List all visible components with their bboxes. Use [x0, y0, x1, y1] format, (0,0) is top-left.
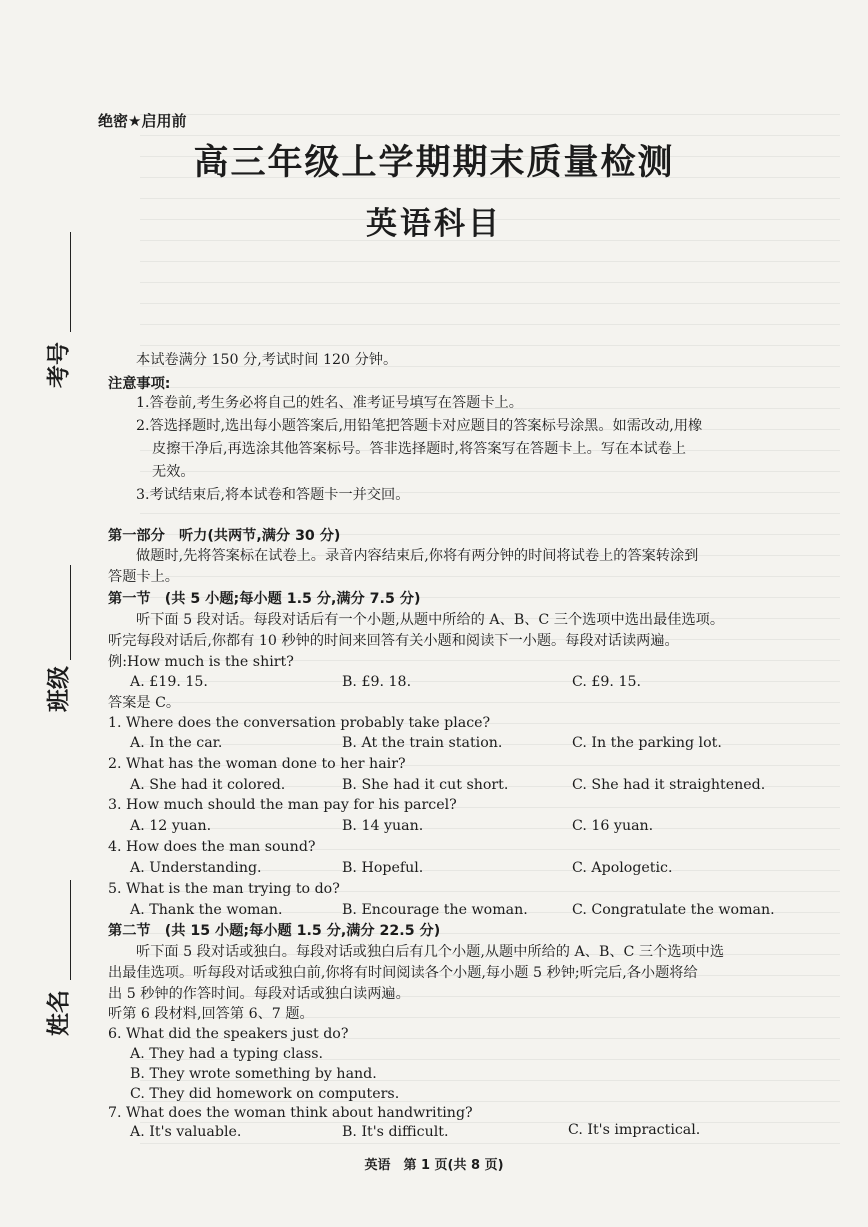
section1-instructions: 听下面 5 段对话。每段对话后有一个小题,从题中所给的 A、B、C 三个选项中选出最佳选项。	[136, 612, 725, 628]
q1-option-c: C. In the parking lot.	[572, 735, 722, 751]
note-2-cont: 皮擦干净后,再选涂其他答案标号。答非选择题时,将答案写在答题卡上。写在本试卷上	[152, 441, 686, 457]
side-label-exam-number: 考号	[46, 342, 72, 388]
q2-option-c: C. She had it straightened.	[572, 777, 766, 793]
question-5: 5. What is the man trying to do?	[108, 881, 340, 897]
q4-option-b: B. Hopeful.	[342, 860, 424, 876]
q5-option-b: B. Encourage the woman.	[342, 902, 528, 918]
section2-instructions: 听下面 5 段对话或独白。每段对话或独白后有几个小题,从题中所给的 A、B、C 三个选项中选	[136, 944, 725, 960]
question-7: 7. What does the woman think about handwriting?	[108, 1105, 473, 1121]
q3-option-c: C. 16 yuan.	[572, 818, 654, 834]
notes-heading: 注意事项:	[108, 376, 171, 392]
q5-option-c: C. Congratulate the woman.	[572, 902, 775, 918]
question-6: 6. What did the speakers just do?	[108, 1026, 349, 1042]
name-line	[70, 880, 71, 980]
example-answer: 答案是 C。	[108, 695, 181, 711]
part1-instructions-cont: 答题卡上。	[108, 569, 179, 585]
side-label-name: 姓名	[46, 990, 72, 1036]
material-6: 听第 6 段材料,回答第 6、7 题。	[108, 1006, 314, 1022]
q4-option-a: A. Understanding.	[130, 860, 262, 876]
section2-instructions-cont: 出最佳选项。听每段对话或独白前,你将有时间阅读各个小题,每小题 5 秒钟;听完后,各小题将给	[108, 965, 698, 981]
note-2-end: 无效。	[152, 464, 195, 480]
section1-instructions-cont: 听完每段对话后,你都有 10 秒钟的时间来回答有关小题和阅读下一小题。每段对话读两遍。	[108, 633, 679, 649]
q7-option-a: A. It's valuable.	[130, 1124, 242, 1140]
page-subtitle: 英语科目	[366, 206, 502, 242]
section2-heading: 第二节 (共 15 小题;每小题 1.5 分,满分 22.5 分)	[108, 923, 441, 939]
q7-option-c: C. It's impractical.	[568, 1122, 701, 1138]
part1-instructions: 做题时,先将答案标在试卷上。录音内容结束后,你将有两分钟的时间将试卷上的答案转涂到	[136, 548, 699, 564]
q3-option-a: A. 12 yuan.	[130, 818, 212, 834]
q4-option-c: C. Apologetic.	[572, 860, 673, 876]
note-2: 2.答选择题时,选出每小题答案后,用铅笔把答题卡对应题目的答案标号涂黑。如需改动,用橡	[136, 418, 703, 434]
side-label-class: 班级	[46, 666, 72, 712]
q1-option-a: A. In the car.	[130, 735, 223, 751]
question-2: 2. What has the woman done to her hair?	[108, 756, 406, 772]
q2-option-b: B. She had it cut short.	[342, 777, 509, 793]
exam-number-line	[70, 232, 71, 332]
page-title: 高三年级上学期期末质量检测	[193, 143, 675, 183]
question-4: 4. How does the man sound?	[108, 839, 316, 855]
q6-option-c: C. They did homework on computers.	[130, 1086, 400, 1102]
q7-option-b: B. It's difficult.	[342, 1124, 449, 1140]
example-option-c: C. £9. 15.	[572, 674, 642, 690]
section2-instructions-end: 出 5 秒钟的作答时间。每段对话或独白读两遍。	[108, 986, 410, 1002]
q6-option-b: B. They wrote something by hand.	[130, 1066, 377, 1082]
page-footer: 英语 第 1 页(共 8 页)	[364, 1158, 504, 1173]
example-option-b: B. £9. 18.	[342, 674, 412, 690]
note-1: 1.答卷前,考生务必将自己的姓名、准考证号填写在答题卡上。	[136, 395, 523, 411]
example-question: 例:How much is the shirt?	[108, 654, 294, 670]
class-line	[70, 565, 71, 660]
score-time: 本试卷满分 150 分,考试时间 120 分钟。	[136, 352, 398, 368]
question-3: 3. How much should the man pay for his parcel?	[108, 797, 457, 813]
q3-option-b: B. 14 yuan.	[342, 818, 424, 834]
question-1: 1. Where does the conversation probably take place?	[108, 715, 491, 731]
part1-heading: 第一部分 听力(共两节,满分 30 分)	[108, 528, 341, 544]
q1-option-b: B. At the train station.	[342, 735, 503, 751]
q5-option-a: A. Thank the woman.	[130, 902, 283, 918]
q2-option-a: A. She had it colored.	[130, 777, 286, 793]
q6-option-a: A. They had a typing class.	[130, 1046, 324, 1062]
example-option-a: A. £19. 15.	[130, 674, 208, 690]
section1-heading: 第一节 (共 5 小题;每小题 1.5 分,满分 7.5 分)	[108, 591, 421, 607]
note-3: 3.考试结束后,将本试卷和答题卡一并交回。	[136, 487, 410, 503]
confidential-label: 绝密★启用前	[98, 112, 187, 130]
